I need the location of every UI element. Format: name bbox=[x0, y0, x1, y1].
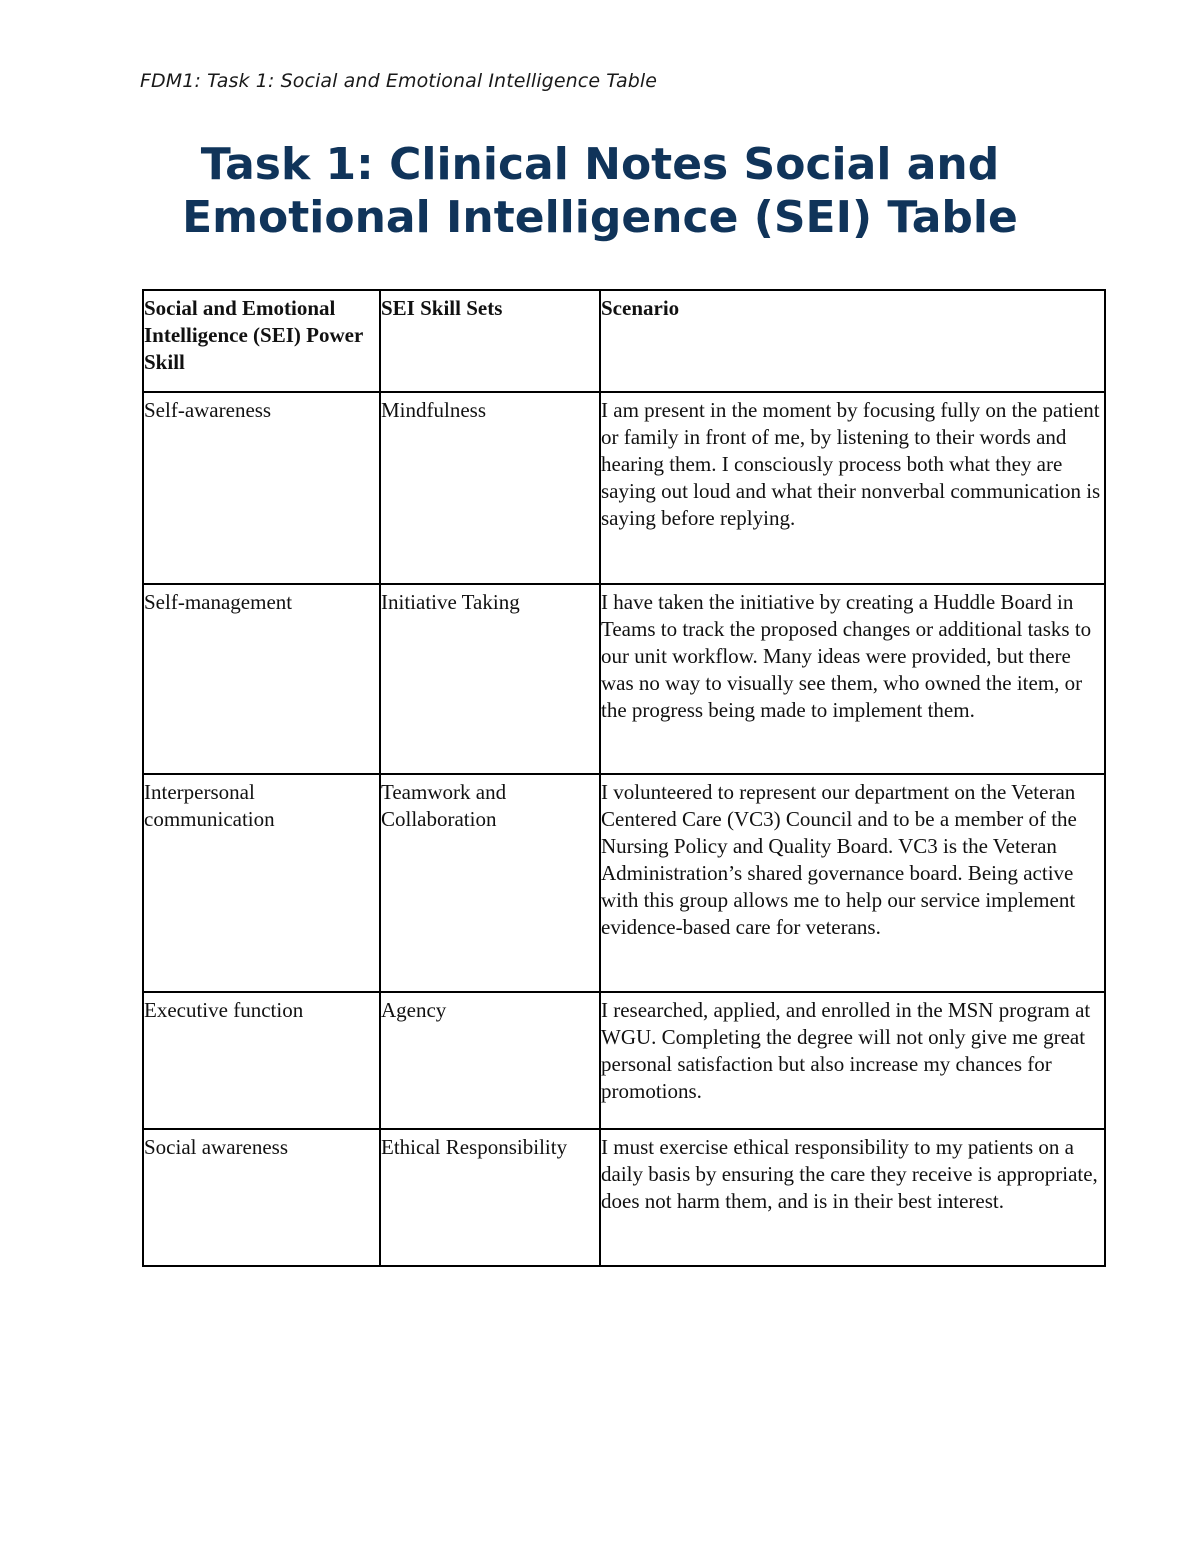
skill-set-cell: Teamwork and Collaboration bbox=[380, 774, 600, 992]
table-header-row bbox=[143, 290, 1105, 392]
sei-table bbox=[142, 289, 1106, 1267]
table-row bbox=[143, 774, 1105, 992]
skill-set-cell: Mindfulness bbox=[380, 392, 600, 584]
skill-set-cell: Ethical Responsibility bbox=[380, 1129, 600, 1266]
column-header-skill-sets: SEI Skill Sets bbox=[380, 290, 600, 392]
power-skill-cell: Interpersonal communication bbox=[143, 774, 380, 992]
scenario-cell: I volunteered to represent our department on the Veteran Centered Care (VC3) Council and to be a member of the Nursing Policy and Quality Board. VC3 is the Veteran Administration’s shared governance board. Being active with this group allows me to help our service implement evidence-based care for veterans. bbox=[600, 774, 1105, 992]
power-skill-cell: Self-awareness bbox=[143, 392, 380, 584]
column-header-power-skill: Social and Emotional Intelligence (SEI) Power Skill bbox=[143, 290, 380, 392]
power-skill-cell: Social awareness bbox=[143, 1129, 380, 1266]
document-title-line-1: Task 1: Clinical Notes Social and bbox=[200, 139, 1000, 190]
column-header-scenario: Scenario bbox=[600, 290, 1105, 392]
table-row bbox=[143, 992, 1105, 1129]
skill-set-cell: Agency bbox=[380, 992, 600, 1129]
document-title-line-2: Emotional Intelligence (SEI) Table bbox=[182, 192, 1018, 243]
document-title bbox=[0, 138, 1200, 244]
power-skill-cell: Self-management bbox=[143, 584, 380, 774]
skill-set-cell: Initiative Taking bbox=[380, 584, 600, 774]
table-row bbox=[143, 1129, 1105, 1266]
table-row bbox=[143, 584, 1105, 774]
table-row bbox=[143, 392, 1105, 584]
scenario-cell: I am present in the moment by focusing fully on the patient or family in front of me, by listening to their words and hearing them. I consciously process both what they are saying out loud and what their nonverbal communication is saying before replying. bbox=[600, 392, 1105, 584]
scenario-cell: I must exercise ethical responsibility to my patients on a daily basis by ensuring the care they receive is appropriate, does not harm them, and is in their best interest. bbox=[600, 1129, 1105, 1266]
running-header: FDM1: Task 1: Social and Emotional Intelligence Table bbox=[140, 70, 658, 92]
scenario-cell: I researched, applied, and enrolled in the MSN program at WGU. Completing the degree will not only give me great personal satisfaction but also increase my chances for promotions. bbox=[600, 992, 1105, 1129]
power-skill-cell: Executive function bbox=[143, 992, 380, 1129]
scenario-cell: I have taken the initiative by creating a Huddle Board in Teams to track the proposed changes or additional tasks to our unit workflow. Many ideas were provided, but there was no way to visually see them, who owned the item, or the progress being made to implement them. bbox=[600, 584, 1105, 774]
